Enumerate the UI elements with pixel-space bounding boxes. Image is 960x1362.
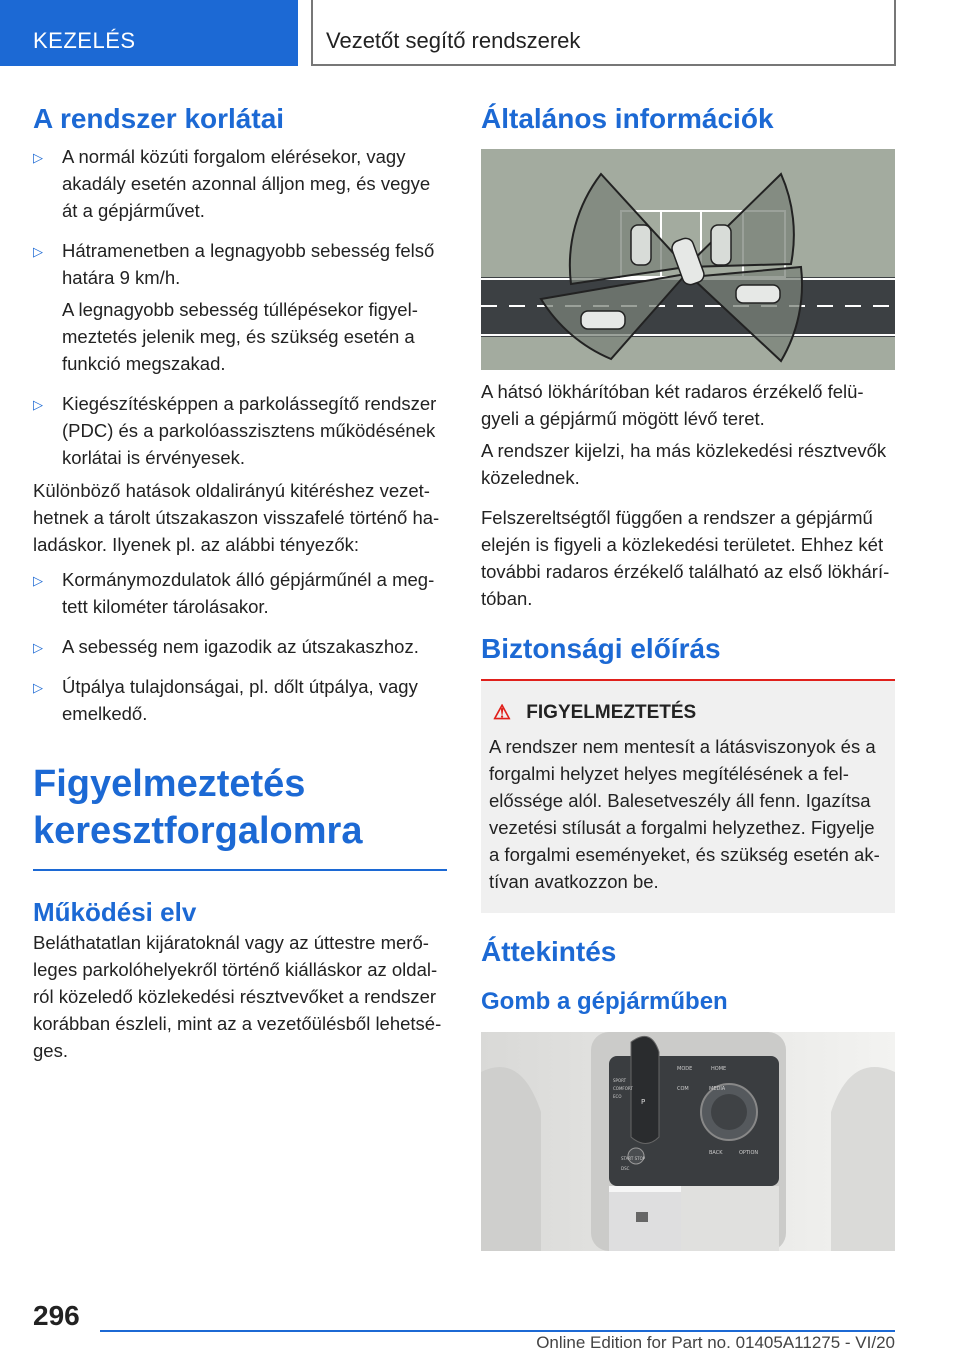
console-label-media: MEDIA [709, 1086, 726, 1092]
center-console-illustration [481, 1032, 895, 1251]
triangle-bullet-icon: ▷ [33, 150, 43, 165]
console-label-dsc: DSC [621, 1166, 630, 1171]
overview-heading: Áttekintés [481, 936, 617, 967]
triangle-bullet-icon: ▷ [33, 244, 43, 259]
right-column [481, 102, 895, 1251]
list-item: ▷ Kiegészítésképpen a parkolássegítő rendszer (PDC) és a parkolóasszisztens működésének korlátai is érvényesek. [33, 393, 437, 468]
list-item: ▷ A normál közúti forgalom elérésekor, vagy akadály esetén azonnal álljon meg, és vegye át a gépjárművet. [33, 146, 431, 221]
console-label-comfort: COMFORT [613, 1086, 633, 1091]
console-label-p: P [641, 1098, 646, 1106]
console-label-eco: ECO [613, 1094, 622, 1099]
general-paragraph-3: Felszereltségtől függően a rendszer a gépjármű elején is figyeli a közlekedési területet. Ehhez két további radaros érzékelő található az első lökhárítóban. [481, 507, 890, 609]
console-label-option: OPTION [739, 1150, 759, 1156]
left-column [33, 102, 447, 1064]
console-label-sport: SPORT [613, 1078, 627, 1083]
triangle-bullet-icon: ▷ [33, 640, 43, 655]
edition-text: Online Edition for Part no. 01405A11275 - VI/20 [536, 1333, 895, 1352]
console-label-back: BACK [709, 1150, 723, 1156]
chapter-title: Vezetőt segítő rendszerek [311, 0, 896, 66]
warning-label: FIGYELMEZTETÉS [526, 702, 697, 723]
console-photo [481, 1032, 895, 1251]
button-subheading: Gomb a gépjárműben [481, 988, 728, 1015]
footer-rule [100, 1330, 895, 1332]
page-header [0, 0, 960, 66]
list-item: ▷ Útpálya tulajdonságai, pl. dőlt útpálya, vagy emelkedő. [33, 676, 418, 724]
triangle-bullet-icon: ▷ [33, 573, 43, 588]
list-item: ▷ A sebesség nem igazodik az útszakaszhoz. [33, 633, 447, 660]
general-heading: Általános információk [481, 103, 774, 134]
page-number: 296 [33, 1300, 80, 1331]
warning-text: A rendszer nem mentesít a látásviszonyok és a forgalmi helyzet helyes megítélésének a felelőssége alól. Balesetveszély áll fenn. Igazítsa vezetési stílusát a forgalmi helyzethez. Figyelje a forgalmi eseményeket, és szükség esetén aktívan avatkozzon be. [489, 736, 880, 892]
paragraph: Különböző hatások oldalirányú kitéréshez vezethetnek a tárolt útszakaszon visszafelé történő haladáskor. Ilyenek pl. az alábbi tényezők: [33, 480, 440, 555]
triangle-bullet-icon: ▷ [33, 397, 43, 412]
section-tab: KEZELÉS [0, 0, 298, 66]
general-paragraph-2: A rendszer kijelzi, ha más közlekedési résztvevők közelednek. [481, 440, 887, 488]
list-item: ▷ Kormánymozdulatok álló gépjárműnél a megtett kilométer tárolásakor. [33, 569, 435, 617]
console-label-com: COM [677, 1086, 689, 1092]
warning-box [481, 681, 895, 913]
list-item: ▷ Hátramenetben a legnagyobb sebesség felső határa 9 km/h. [33, 240, 435, 288]
limits-heading: A rendszer korlátai [33, 103, 285, 134]
principle-heading: Működési elv [33, 897, 197, 927]
cross-traffic-diagram [481, 149, 895, 370]
safety-heading: Biztonsági előírás [481, 633, 721, 664]
principle-paragraph: Beláthatatlan kijáratoknál vagy az úttestre merőleges parkolóhelyekről történő kiálláskor az oldalról közeledő közlekedési résztvevőket a rendszer korábban észleli, mint az a vezetőülésből lehetséges. [33, 932, 442, 1061]
triangle-bullet-icon: ▷ [33, 680, 43, 695]
general-paragraph-1: A hátsó lökhárítóban két radaros érzékelő felügyeli a gépjármű mögött lévő teret. [481, 381, 864, 429]
warning-triangle-icon: ⚠ [493, 702, 511, 724]
console-label-start-stop: START STOP [621, 1156, 646, 1161]
section-heading-line1: Figyelmeztetés [33, 763, 306, 805]
console-label-mode: MODE [677, 1066, 693, 1072]
console-label-home: HOME [711, 1066, 727, 1072]
cross-traffic-illustration [481, 149, 895, 370]
section-heading-line2: keresztforgalomra [33, 810, 363, 852]
list-item-note: A legnagyobb sebesség túllépésekor figyelmeztetés jelenik meg, és szükség esetén a funkció megszakad. [62, 299, 418, 374]
